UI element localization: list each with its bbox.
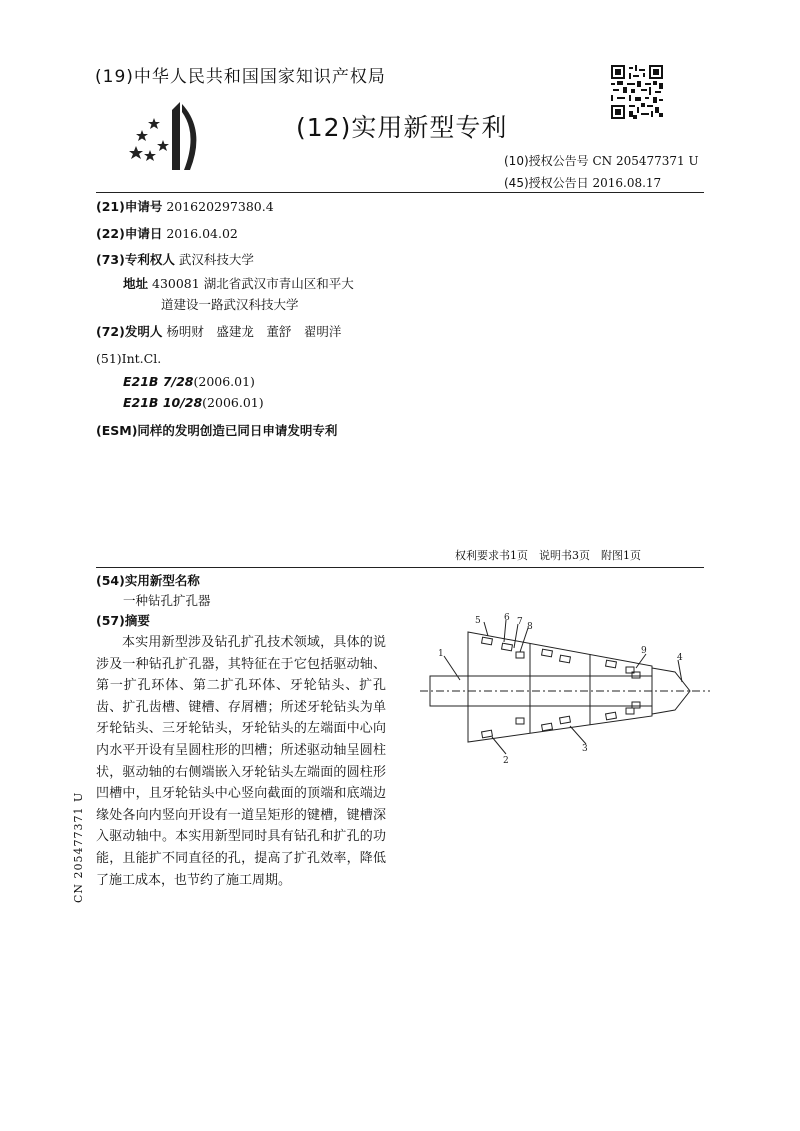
body-divider	[96, 567, 704, 568]
patent-office-name: (19)中华人民共和国国家知识产权局	[95, 67, 386, 87]
filing-date: 2016.04.02	[166, 226, 238, 241]
abstract-label: (57)摘要	[96, 613, 150, 628]
inventors-label: (72)发明人	[96, 324, 163, 339]
address-label: 地址	[123, 276, 149, 291]
figure-label: 5	[475, 616, 481, 626]
reamer-body	[468, 632, 652, 742]
publication-number-row	[504, 152, 699, 169]
figure-label: 2	[503, 756, 509, 766]
address-row	[123, 276, 354, 292]
inventors: 杨明财 盛建龙 董舒 翟明洋	[166, 324, 342, 339]
figure-label: 7	[517, 617, 523, 627]
patentee-label: (73)专利权人	[96, 252, 175, 267]
figure-label: 1	[438, 649, 444, 659]
ipc-version: (2006.01)	[193, 374, 255, 389]
figure-label: 6	[504, 613, 510, 623]
side-publication-code: CN 205477371 U	[72, 791, 85, 903]
filing-date-row	[96, 226, 238, 242]
patentee-row	[96, 252, 254, 268]
header-divider	[96, 192, 704, 193]
publication-number: CN 205477371 U	[592, 154, 699, 168]
filing-date-label: (22)申请日	[96, 226, 163, 241]
figure-label: 8	[527, 622, 533, 632]
ipc-item	[123, 374, 255, 390]
ipc-label: (51)Int.Cl.	[96, 351, 162, 366]
publication-date-label: (45)授权公告日	[504, 176, 589, 190]
esm-note: (ESM)同样的发明创造已同日申请发明专利	[96, 423, 338, 438]
application-number: 201620297380.4	[166, 199, 274, 214]
inventors-row	[96, 324, 341, 340]
figure-label: 9	[641, 646, 647, 656]
address-line-2: 道建设一路武汉科技大学	[161, 297, 299, 312]
cnipa-logo	[128, 100, 212, 172]
ipc-code: E21B 10/28	[123, 395, 203, 410]
title-label: (54)实用新型名称	[96, 573, 200, 588]
patent-drawing	[420, 612, 720, 772]
address-line-1: 430081 湖北省武汉市青山区和平大	[152, 276, 354, 291]
publication-date: 2016.08.17	[592, 176, 662, 190]
page-counts: 权利要求书1页 说明书3页 附图1页	[455, 549, 641, 562]
application-number-row	[96, 199, 274, 215]
utility-model-title: 一种钻孔扩孔器	[123, 593, 211, 608]
figure-label: 3	[582, 744, 588, 754]
ipc-code: E21B 7/28	[123, 374, 194, 389]
patentee: 武汉科技大学	[178, 252, 254, 267]
publication-number-label: (10)授权公告号	[504, 154, 589, 168]
figure-label: 4	[677, 653, 683, 663]
qr-code	[611, 65, 663, 119]
application-number-label: (21)申请号	[96, 199, 163, 214]
ipc-item	[123, 395, 264, 411]
publication-date-row	[504, 174, 661, 191]
ipc-version: (2006.01)	[202, 395, 264, 410]
document-type: (12)实用新型专利	[296, 113, 508, 142]
abstract-text: 本实用新型涉及钻孔扩孔技术领域，具体的说涉及一种钻孔扩孔器，其特征在于它包括驱动轴、第一扩孔环体、第二扩孔环体、牙轮钻头、扩孔齿、扩孔齿槽、键槽、存屑槽；所述牙轮钻头为单牙轮钻头、三牙轮钻头，牙轮钻头的左端面中心向内水平开设有呈圆柱形的凹槽；所述驱动轴呈圆柱状，驱动轴的右侧端嵌入牙轮钻头左端面的圆柱形凹槽中，且牙轮钻头中心竖向截面的顶端和底端边缘处各向内竖向开设有一道呈矩形的键槽，键槽深入驱动轴中。本实用新型同时具有钻孔和扩孔的功能，且能扩不同直径的孔，提高了扩孔效率，降低了施工成本，也节约了施工周期。	[96, 635, 386, 888]
